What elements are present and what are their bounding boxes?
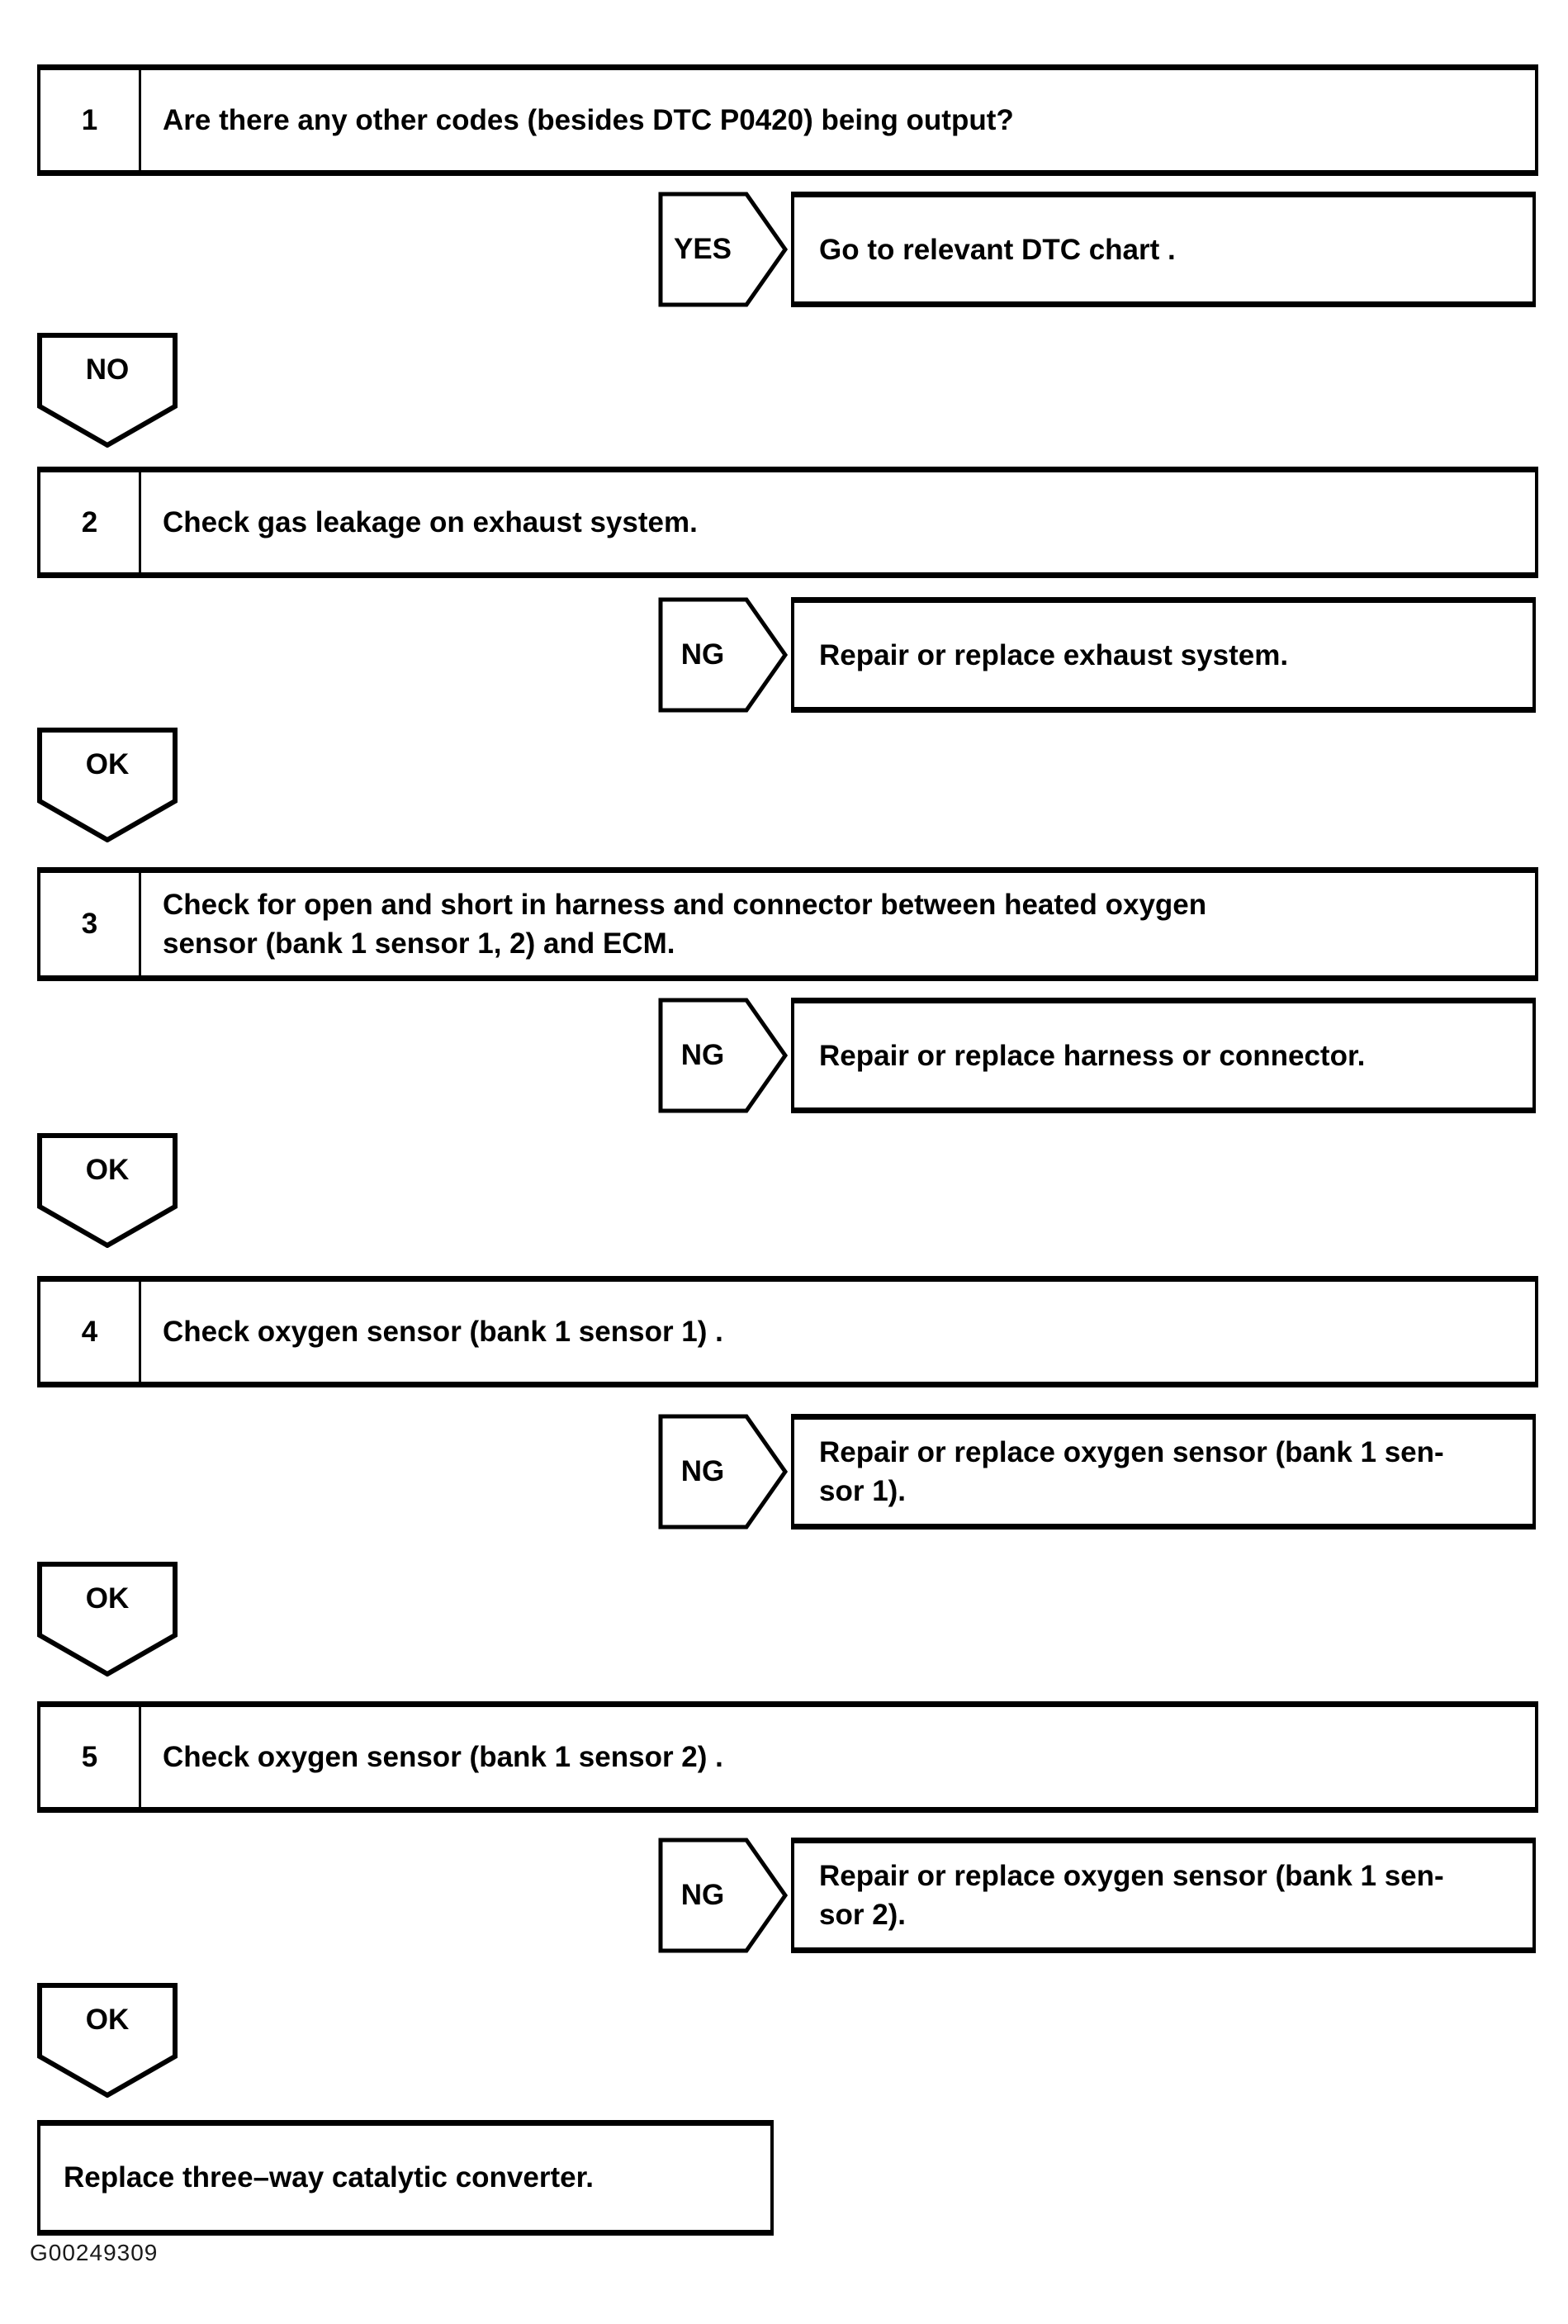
step-question: Are there any other codes (besides DTC P0420) being output? (163, 104, 1014, 136)
step-number: 1 (40, 70, 141, 170)
final-action-text: Replace three–way catalytic converter. (64, 2161, 595, 2194)
branch-label: NG (680, 1879, 725, 1911)
step-number: 3 (40, 873, 141, 975)
result-text: Repair or replace oxygen sensor (bank 1 sen- (819, 1436, 1444, 1468)
result-box (791, 1838, 1536, 1953)
step-question: Check for open and short in harness and connector between heated oxygen sensor (bank 1 sensor 1, 2) and ECM. (163, 889, 1207, 960)
branch-arrow-right-icon (658, 1838, 789, 1953)
connector-arrow-down-icon (37, 727, 178, 842)
result-text: Repair or replace harness or connector. (819, 1039, 1366, 1072)
step-question: Check oxygen sensor (bank 1 sensor 1) . (163, 1316, 723, 1348)
step-box-4 (37, 1276, 1538, 1387)
connector-label: OK (85, 1582, 130, 1615)
step-number: 4 (40, 1282, 141, 1382)
connector-label: OK (85, 2004, 130, 2036)
result-box (791, 597, 1536, 713)
branch-arrow-right-icon (658, 192, 789, 307)
result-box (791, 998, 1536, 1113)
connector-arrow-down-icon (37, 1561, 178, 1677)
step-box-5 (37, 1701, 1538, 1813)
result-box (791, 192, 1536, 307)
result-text: Go to relevant DTC chart . (819, 233, 1176, 266)
connector-arrow-down-icon (37, 332, 178, 448)
connector-label: OK (85, 748, 130, 780)
result-box (791, 1414, 1536, 1530)
step-box-2 (37, 467, 1538, 578)
step-box-3 (37, 867, 1538, 981)
result-text: sor 2). (819, 1899, 907, 1931)
branch-arrow-right-icon (658, 1414, 789, 1530)
branch-label: NG (680, 1039, 725, 1071)
step-number: 2 (40, 472, 141, 572)
result-text: Repair or replace oxygen sensor (bank 1 sen- (819, 1860, 1444, 1892)
connector-arrow-down-icon (37, 1982, 178, 2098)
connector-label: NO (85, 353, 130, 386)
branch-arrow-right-icon (658, 998, 789, 1113)
result-text: sor 1). (819, 1475, 907, 1507)
step-box-1 (37, 64, 1538, 176)
final-action-box (37, 2120, 774, 2236)
connector-label: OK (85, 1154, 130, 1186)
branch-label: YES (673, 233, 732, 265)
step-question: Check gas leakage on exhaust system. (163, 506, 698, 538)
connector-arrow-down-icon (37, 1132, 178, 1248)
step-number: 5 (40, 1707, 141, 1807)
branch-arrow-right-icon (658, 597, 789, 713)
result-text: Repair or replace exhaust system. (819, 638, 1289, 671)
step-question: Check oxygen sensor (bank 1 sensor 2) . (163, 1741, 723, 1773)
figure-id-caption: G00249309 (30, 2240, 159, 2265)
branch-label: NG (680, 638, 725, 671)
branch-label: NG (680, 1455, 725, 1487)
